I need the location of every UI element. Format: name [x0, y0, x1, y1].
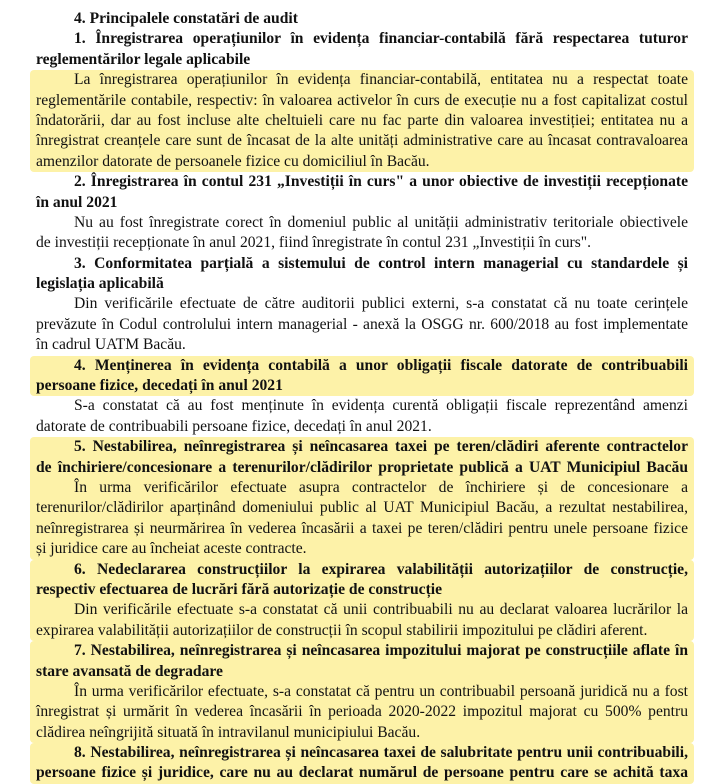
finding-heading-line: 6. Nedeclararea construcțiilor la expirarea valabilității autorizațiilor de construcție, [74, 560, 688, 578]
finding-heading-line: reglementărilor legale aplicabile [36, 50, 251, 68]
finding-body-line: îndatorării, dar au fost incluse alte cheltuieli care nu fac parte din valoarea investiției; entitatea nu a [36, 111, 688, 129]
finding-heading-line: 7. Nestabilirea, neînregistrarea și neîncasarea impozitului majorat pe construcțiile aflate în [74, 642, 688, 660]
finding-4 [0, 356, 720, 438]
finding-heading-line: de închiriere/concesionare a terenurilor/clădirilor proprietate publică a UAT Municipiul Bacău [36, 458, 688, 476]
finding-heading-line: respectiv efectuarea de lucrări fără autorizație de construcție [36, 580, 443, 598]
finding-heading-line: persoane fizice, decedați în anul 2021 [36, 377, 283, 395]
finding-body-line: În urma verificărilor efectuate asupra contractelor de închiriere și de concesionare a [74, 478, 688, 496]
finding-heading-line: 8. Nestabilirea, neînregistrarea și neîncasarea taxei de salubritate pentru unii contribuabili, [74, 744, 688, 762]
finding-body-line: amenzilor datorate de persoanele fizice cu domiciliul în Bacău. [36, 152, 430, 170]
finding-body-line: și juridice care au încheiat aceste contracte. [36, 540, 307, 558]
highlight-block [30, 356, 694, 397]
section-title: 4. Principalele constatări de audit [74, 10, 298, 27]
finding-body-line: reglementările contabile, respectiv: în valoarea activelor în curs de execuție nu a fost capitalizat costul [36, 91, 688, 109]
finding-body-line: prevăzute în Codul controlului intern managerial - anexă la OSGG nr. 600/2018 au fost implementate [36, 315, 688, 333]
finding-2 [0, 172, 720, 254]
finding-body-line: înregistrat creanțele care sunt de încasat de la alte unități administrative care au încasat contravaloarea [36, 132, 688, 150]
finding-heading-line: legislația aplicabilă [36, 275, 164, 293]
finding-body-line: neînregistrarea și neurmărirea în vederea încasării a taxei pe teren/clădiri pentru unele persoane fizice [36, 519, 688, 537]
finding-body-line: La înregistrarea operațiunilor în evidența financiar-contabilă, entitatea nu a respectat toate [74, 71, 688, 89]
finding-body-line: În urma verificărilor efectuate, s-a constatat că pentru un contribuabil persoană juridică nu a fost [74, 682, 688, 700]
finding-heading-line: persoane fizice și juridice, care nu au declarat numărul de persoane pentru care se achită taxa [36, 764, 688, 782]
finding-body-line: Din verificările efectuate s-a constatat că unii contribuabili nu au declarat valoarea lucrărilor la [74, 601, 688, 619]
finding-body-line: de investiții recepționate în anul 2021, fiind înregistrate în contul 231 „Investiții în curs". [36, 234, 592, 252]
finding-heading-line: 2. Înregistrarea în contul 231 „Investiții în curs" a unor obiective de investiții recepționate [74, 173, 688, 191]
finding-3 [0, 254, 720, 356]
finding-body-line: terenurilor/clădirilor aparținând domeniului public al UAT Municipiul Bacău, a rezultat nestabilirea, [36, 499, 688, 517]
finding-heading-line: 5. Nestabilirea, neînregistrarea și neîncasarea taxei pe teren/clădiri aferente contractelor [74, 438, 688, 456]
highlight-block [30, 641, 694, 743]
finding-heading-line: 3. Conformitatea parțială a sistemului de control intern managerial cu standardele și [74, 254, 688, 272]
highlight-block [30, 437, 694, 559]
finding-body-line: în cadrul UATM Bacău. [36, 336, 186, 354]
finding-7 [0, 641, 720, 743]
finding-body-line: Din verificările efectuate de către auditorii publici externi, s-a constatat că nu toate cerințele [74, 295, 688, 313]
highlight-block [30, 560, 694, 642]
highlight-block [30, 743, 694, 784]
finding-heading-line: stare avansată de degradare [36, 662, 223, 680]
finding-body-line: datorate de contribuabili persoane fizice, decedați în anul 2021. [36, 417, 432, 435]
finding-8 [0, 743, 720, 784]
finding-heading-line: 1. Înregistrarea operațiunilor în evidența financiar-contabilă fără respectarea tuturor [74, 30, 688, 48]
finding-6 [0, 560, 720, 642]
finding-1 [0, 29, 720, 172]
finding-body-line: Nu au fost înregistrate corect în domeniul public al unității administrativ teritoriale obiectivele [74, 213, 688, 231]
finding-body-line: S-a constatat că au fost menținute în evidența curentă obligații fiscale reprezentând amenzi [74, 397, 688, 415]
finding-5 [0, 437, 720, 559]
finding-body-line: clădirea neîngrijită situată în intravilanul municipiului Bacău. [36, 723, 421, 741]
highlight-block [30, 70, 694, 172]
finding-heading-line: în anul 2021 [36, 193, 118, 211]
finding-body-line: expirarea valabilității autorizațiilor de construcții în scopul stabilirii impozitului pe clădiri aferent. [36, 621, 648, 639]
finding-body-line: înregistrat și urmărit în vederea încasării în perioada 2020-2022 impozitul majorat cu 500% pentru [36, 703, 688, 721]
finding-heading-line: 4. Menținerea în evidența contabilă a unor obligații fiscale datorate de contribuabili [74, 356, 688, 374]
